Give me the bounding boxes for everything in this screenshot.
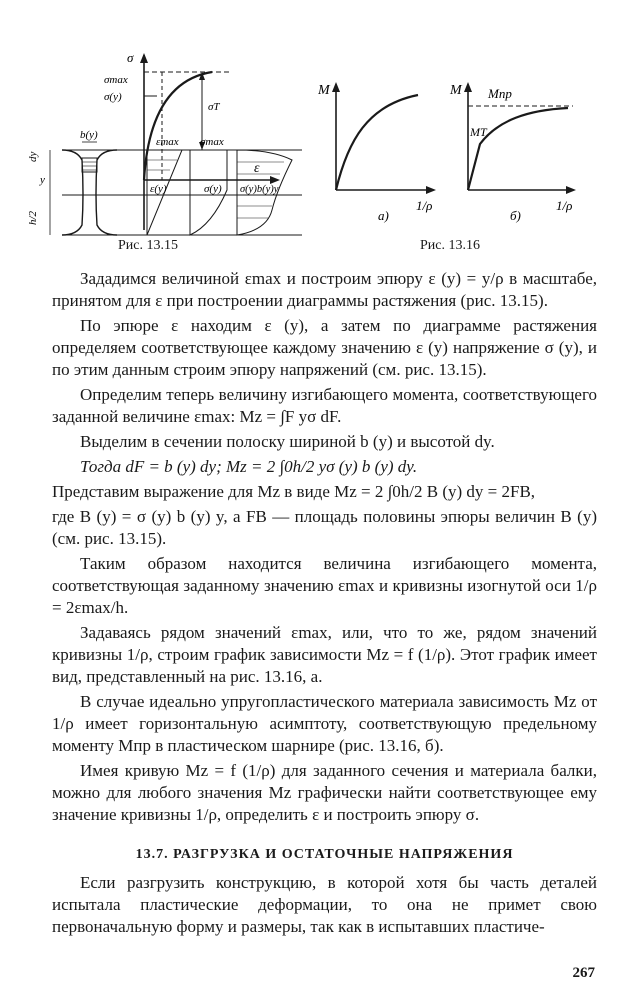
figure-13-15 — [22, 50, 312, 290]
paragraph-11: Имея кривую Mz = f (1/ρ) для заданного сечения и материала балки, можно для любого значения Mz графически найти соответствующее ему значение кривизны 1/ρ, определить ε и построить эпюру σ. — [52, 761, 597, 824]
figure-13-16 — [318, 80, 588, 230]
paragraph-2: По эпюре ε находим ε (y), а затем по диаграмме растяжения определяем соответствующее каждому значению ε (y) напряжение σ (y), и по этим данным строим эпюру напряжений (см. рис. 13.15). — [52, 316, 597, 379]
fig16-mpr-label: Mпр — [488, 86, 512, 101]
fig15-sigma-label: σ — [127, 50, 134, 65]
fig15-sigma-max2-label: σmax — [200, 136, 224, 148]
page-number: 267 — [572, 965, 595, 981]
fig15-sigma-max-label: σmax — [104, 74, 128, 86]
body-text — [52, 268, 597, 941]
paragraph-8: Таким образом находится величина изгибающего момента, соответствующая заданному значению εmax и кривизны изогнутой оси 1/ρ = 2εmax/h. — [52, 554, 597, 617]
fig16-m-a-label: M — [318, 83, 330, 98]
paragraph-5: Тогда dF = b (y) dy; Mz = 2 ∫0h/2 yσ (y) b (y) dy. — [80, 457, 418, 476]
fig15-sigma-t-label: σT — [208, 101, 220, 113]
fig15-sbyy-label: σ(y)b(y)y — [240, 184, 279, 195]
paragraph-3: Определим теперь величину изгибающего момента, соответствующего заданной величине εmax: Mz = ∫F yσ dF. — [52, 385, 597, 426]
fig16-x-a-label: 1/ρ — [416, 198, 433, 213]
fig15-sigma-y2-label: σ(y) — [204, 183, 222, 195]
section-heading: 13.7. РАЗГРУЗКА И ОСТАТОЧНЫЕ НАПРЯЖЕНИЯ — [135, 847, 514, 862]
paragraph-12: Если разгрузить конструкцию, в которой хотя бы часть деталей испытала пластические деформации, то она не примет свою первоначальную форму и размеры, так как в испытавших пластиче- — [52, 873, 597, 936]
paragraph-10: В случае идеально упругопластического материала зависимость Mz от 1/ρ имеет горизонтальную асимптоту, соответствующую предельному моменту Mпр в пластическом шарнире (рис. 13.16, б). — [52, 692, 597, 755]
fig16-x-b-label: 1/ρ — [556, 198, 573, 213]
fig15-b-y-label: b(y) — [80, 129, 98, 141]
paragraph-1: Зададимся величиной εmax и построим эпюру ε (y) = y/ρ в масштабе, принятом для ε при построении диаграммы растяжения (рис. 13.15). — [52, 269, 597, 310]
fig15-dy-label: dy — [27, 151, 39, 162]
fig15-eps-label: ε — [254, 161, 260, 176]
paragraph-4: Выделим в сечении полоску шириной b (y) и высотой dy. — [80, 432, 495, 451]
fig15-eps-y-label: ε(y) — [150, 183, 167, 195]
paragraph-7: где B (y) = σ (y) b (y) y, а FB — площадь половины эпюры величин B (y) (см. рис. 13.15). — [52, 507, 597, 548]
fig16-mt-label: MT — [470, 125, 487, 139]
fig15-h2-label: h/2 — [27, 210, 39, 225]
paragraph-6: Представим выражение для Mz в виде Mz = 2 ∫0h/2 B (y) dy = 2FB, — [52, 482, 536, 501]
fig16-m-b-label: M — [450, 83, 462, 98]
fig15-eps-max-label: εmax — [156, 136, 179, 148]
fig15-y-label: y — [40, 174, 45, 186]
fig16-a-label: а) — [378, 208, 389, 223]
fig15-sigma-y-label: σ(y) — [104, 91, 122, 103]
figure-13-16-caption: Рис. 13.16 — [420, 238, 480, 253]
figure-13-15-caption: Рис. 13.15 — [118, 238, 178, 253]
fig16-b-label: б) — [510, 208, 521, 223]
paragraph-9: Задаваясь рядом значений εmax, или, что то же, рядом значений кривизны 1/ρ, строим график зависимости Mz = f (1/ρ). Этот график имеет вид, представленный на рис. 13.16, а. — [52, 623, 597, 686]
